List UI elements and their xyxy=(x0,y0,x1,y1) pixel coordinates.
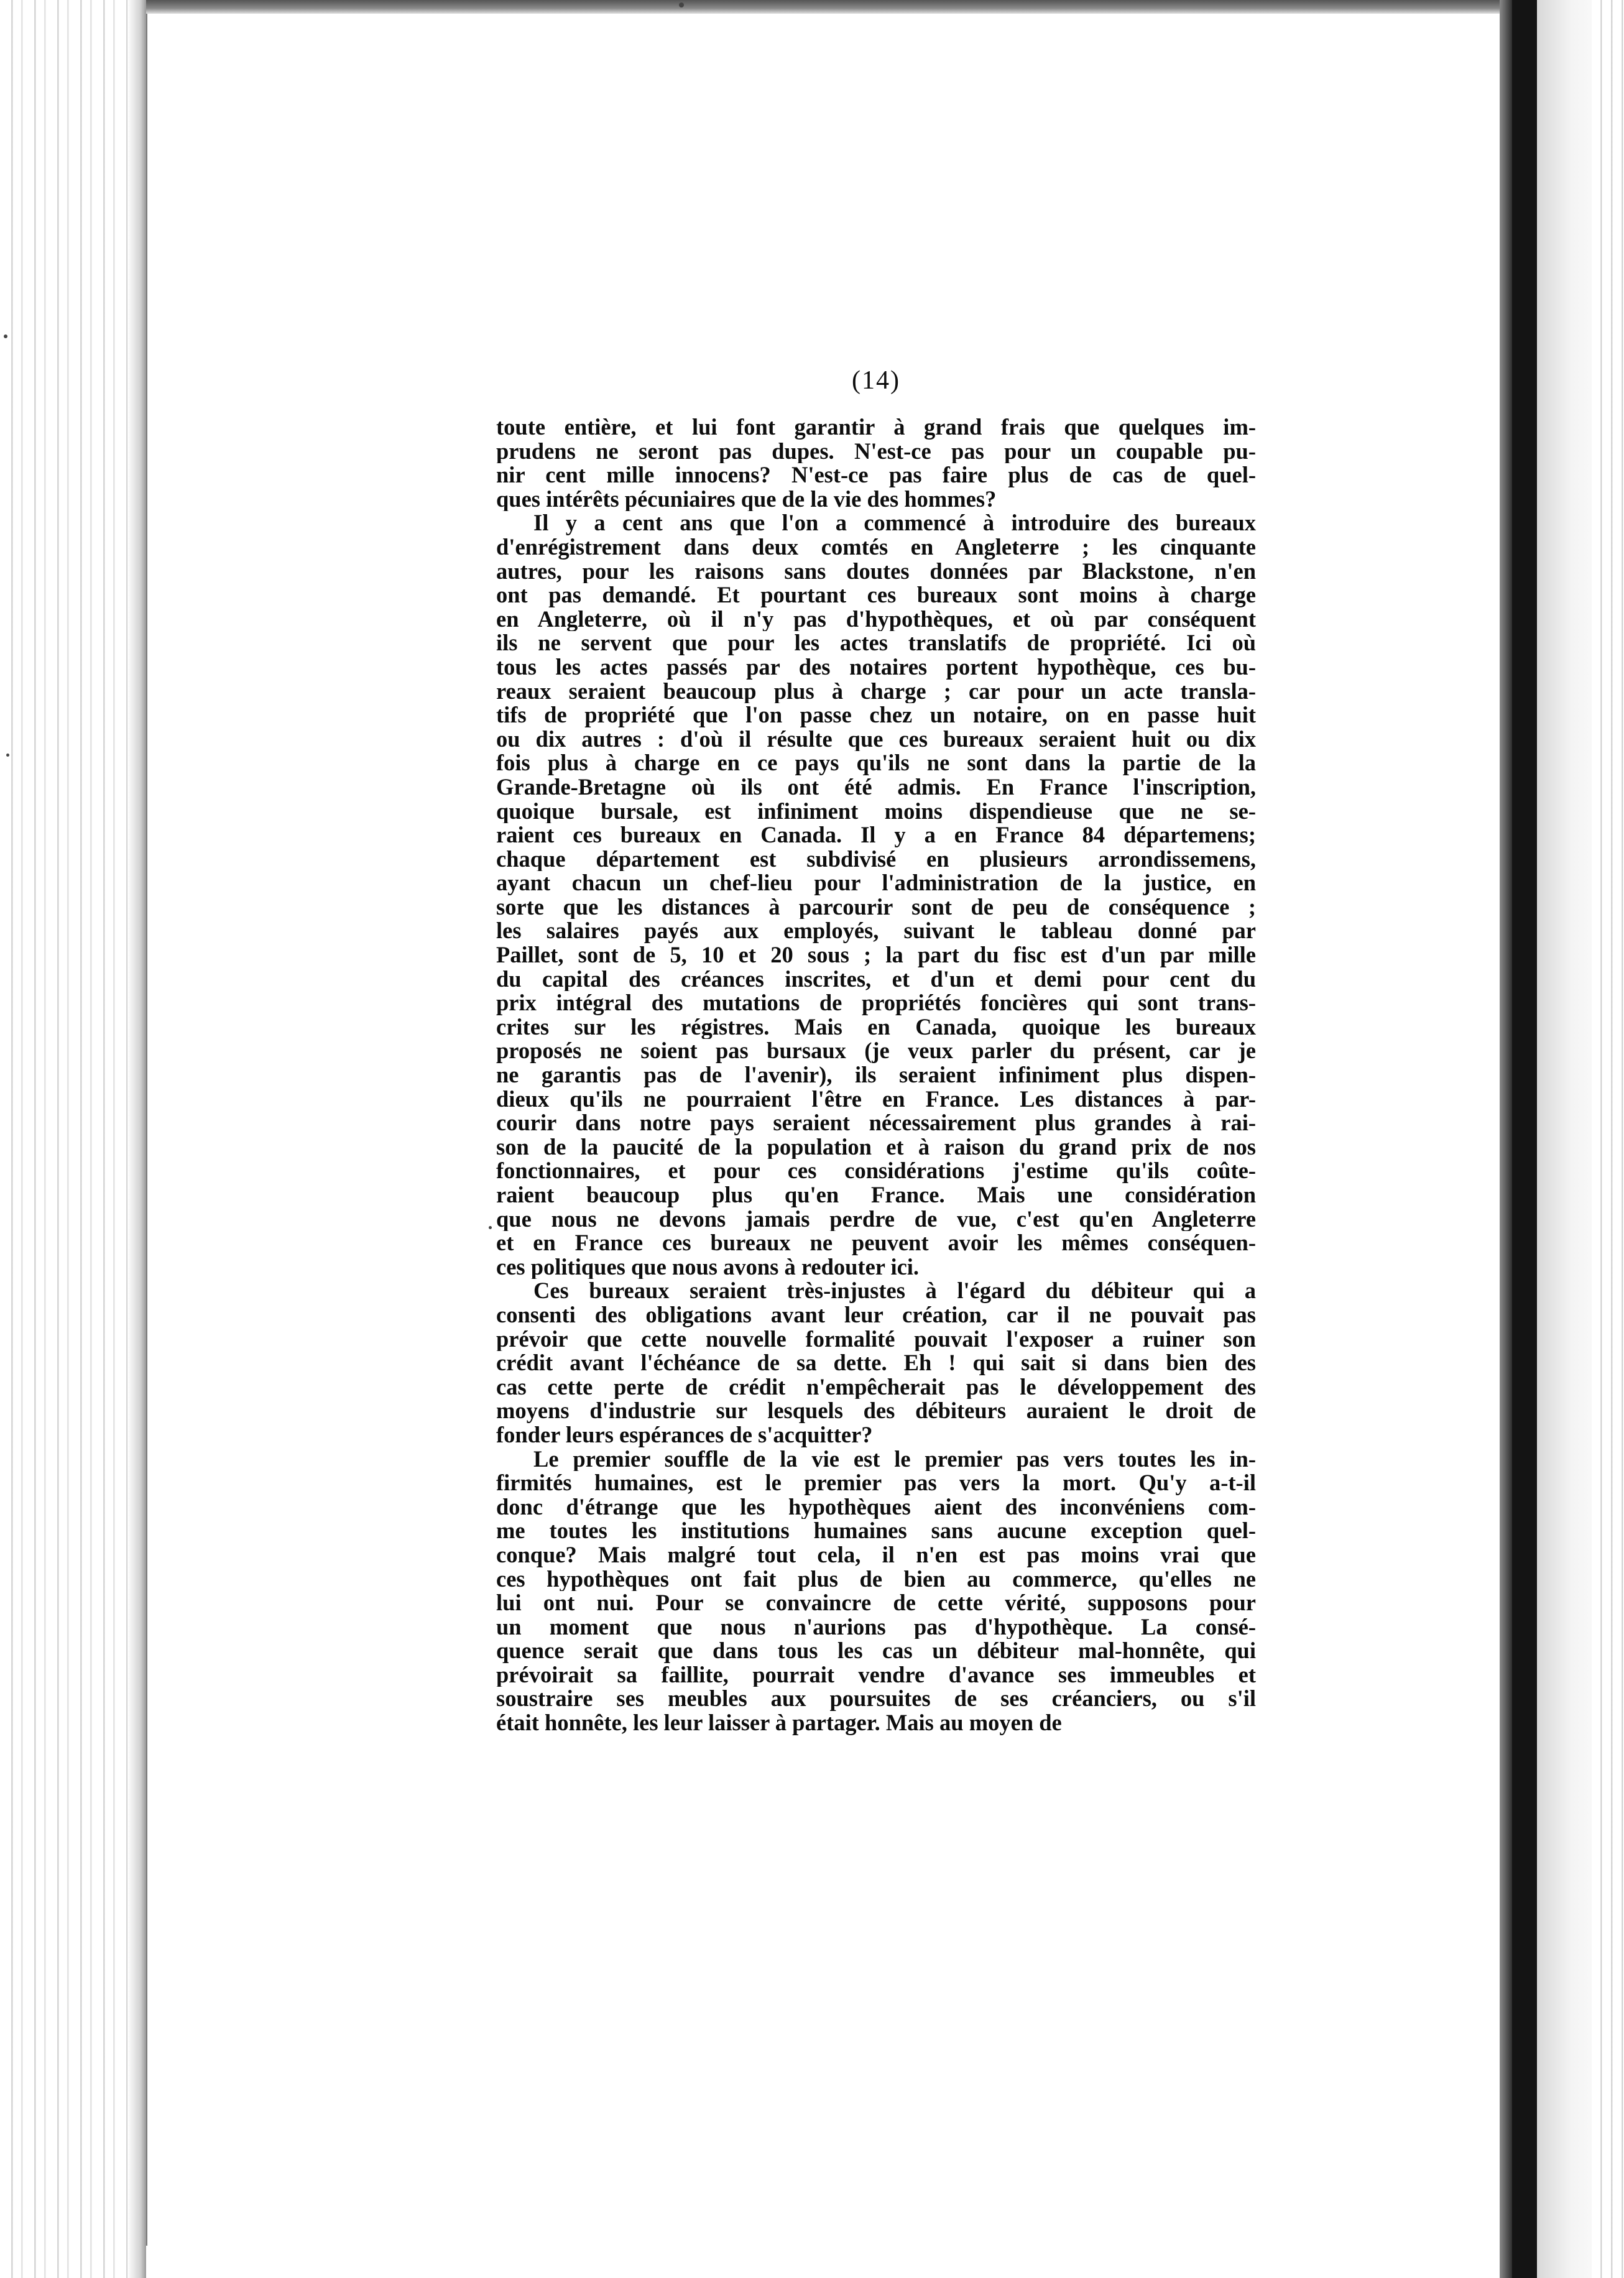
text-line: les salaires payés aux employés, suivant le tableau donné par xyxy=(496,919,1256,944)
text-line: Grande-Bretagne où ils ont été admis. En France l'inscription, xyxy=(496,775,1256,800)
book-binding-shadow xyxy=(127,0,146,2278)
scan-speck xyxy=(489,1226,492,1229)
paragraph xyxy=(496,1447,1256,1735)
text-line: raient ces bureaux en Canada. Il y a en France 84 départemens; xyxy=(496,823,1256,847)
page-number: (14) xyxy=(852,366,900,395)
text-line: du capital des créances inscrites, et d'un et demi pour cent du xyxy=(496,967,1256,992)
text-line: en Angleterre, où il n'y pas d'hypothèques, et où par conséquent xyxy=(496,607,1256,632)
gutter-shadow xyxy=(1500,0,1512,2278)
text-line: Ces bureaux seraient très-injustes à l'égard du débiteur qui a xyxy=(533,1279,1256,1303)
scan-speck xyxy=(679,2,684,7)
text-line: un moment que nous n'aurions pas d'hypothèque. La consé- xyxy=(496,1615,1256,1639)
text-line: consenti des obligations avant leur création, car il ne pouvait pas xyxy=(496,1303,1256,1327)
paragraph xyxy=(496,511,1256,1279)
text-line: prévoirait sa faillite, pourrait vendre d'avance ses immeubles et xyxy=(496,1662,1256,1687)
text-line: d'enrégistrement dans deux comtés en Angleterre ; les cinquante xyxy=(496,535,1256,560)
text-line: autres, pour les raisons sans doutes données par Blackstone, n'en xyxy=(496,559,1256,584)
text-line: nir cent mille innocens? N'est-ce pas faire plus de cas de quel- xyxy=(496,463,1256,487)
text-line: me toutes les institutions humaines sans aucune exception quel- xyxy=(496,1519,1256,1543)
text-line: son de la paucité de la population et à raison du grand prix de nos xyxy=(496,1135,1256,1160)
text-line: ques intérêts pécuniaires que de la vie des hommes? xyxy=(496,487,997,512)
text-line: crites sur les régistres. Mais en Canada, quoique les bureaux xyxy=(496,1015,1256,1040)
text-line: tous les actes passés par des notaires portent hypothèque, ces bu- xyxy=(496,655,1256,680)
text-line: ne garantis pas de l'avenir), ils seraient infiniment plus dispen- xyxy=(496,1063,1256,1087)
text-line: fonctionnaires, et pour ces considérations j'estime qu'ils coûte- xyxy=(496,1159,1256,1183)
text-line: lui ont nui. Pour se convaincre de cette vérité, supposons pour xyxy=(496,1591,1256,1615)
text-line: tifs de propriété que l'on passe chez un notaire, on en passe huit xyxy=(496,703,1256,727)
text-line: quence serait que dans tous les cas un débiteur mal-honnête, qui xyxy=(496,1639,1256,1663)
paragraph xyxy=(496,415,1256,511)
text-line: prudens ne seront pas dupes. N'est-ce pas pour un coupable pu- xyxy=(496,439,1256,464)
text-line: Le premier souffle de la vie est le premier pas vers toutes les in- xyxy=(533,1447,1256,1472)
text-line: chaque département est subdivisé en plusieurs arrondissemens, xyxy=(496,847,1256,872)
body-text xyxy=(496,415,1256,1735)
scan-top-frame xyxy=(0,0,1624,14)
text-line: toute entière, et lui font garantir à grand frais que quelques im- xyxy=(496,415,1256,440)
text-line: ces hypothèques ont fait plus de bien au commerce, qu'elles ne xyxy=(496,1567,1256,1592)
printed-text-block xyxy=(496,367,1256,1735)
text-line: Il y a cent ans que l'on a commencé à introduire des bureaux xyxy=(533,511,1256,535)
book-page-edges-left xyxy=(0,0,146,2278)
text-line: ils ne servent que pour les actes translatifs de propriété. Ici où xyxy=(496,631,1256,655)
adjacent-page-edges xyxy=(1592,0,1624,2278)
text-line: était honnête, les leur laisser à partager. Mais au moyen de xyxy=(496,1711,1062,1735)
text-line: fonder leurs espérances de s'acquitter? xyxy=(496,1423,873,1447)
text-line: ces politiques que nous avons à redouter ici. xyxy=(496,1255,920,1280)
text-line: proposés ne soient pas bursaux (je veux parler du présent, car je xyxy=(496,1039,1256,1064)
scan-speck xyxy=(6,754,9,757)
text-line: sorte que les distances à parcourir sont de peu de conséquence ; xyxy=(496,895,1256,920)
text-line: ayant chacun un chef-lieu pour l'administration de la justice, en xyxy=(496,871,1256,895)
text-line: firmités humaines, est le premier pas vers la mort. Qu'y a-t-il xyxy=(496,1471,1256,1495)
text-line: reaux seraient beaucoup plus à charge ; car pour un acte transla- xyxy=(496,679,1256,704)
text-line: raient beaucoup plus qu'en France. Mais une considération xyxy=(496,1183,1256,1207)
text-line: prévoir que cette nouvelle formalité pouvait l'exposer a ruiner son xyxy=(496,1327,1256,1352)
text-line: courir dans notre pays seraient nécessairement plus grandes à rai- xyxy=(496,1111,1256,1135)
text-line: cas cette perte de crédit n'empêcherait pas le développement des xyxy=(496,1375,1256,1400)
text-line: moyens d'industrie sur lesquels des débiteurs auraient le droit de xyxy=(496,1399,1256,1423)
text-line: ou dix autres : d'où il résulte que ces bureaux seraient huit ou dix xyxy=(496,727,1256,752)
text-line: donc d'étrange que les hypothèques aient des inconvéniens com- xyxy=(496,1495,1256,1519)
text-line: fois plus à charge en ce pays qu'ils ne sont dans la partie de la xyxy=(496,751,1256,775)
text-line: quoique bursale, est infiniment moins dispendieuse que ne se- xyxy=(496,799,1256,824)
text-line: prix intégral des mutations de propriétés foncières qui sont trans- xyxy=(496,991,1256,1015)
gutter-dark-band xyxy=(1512,0,1537,2278)
paragraph xyxy=(496,1279,1256,1447)
text-line: conque? Mais malgré tout cela, il n'en est pas moins vrai que xyxy=(496,1542,1256,1567)
text-line: dieux qu'ils ne pourraient l'être en France. Les distances à par- xyxy=(496,1087,1256,1112)
text-line: crédit avant l'échéance de sa dette. Eh ! qui sait si dans bien des xyxy=(496,1351,1256,1375)
text-line: soustraire ses meubles aux poursuites de ses créanciers, ou s'il xyxy=(496,1687,1256,1712)
text-line: ont pas demandé. Et pourtant ces bureaux sont moins à charge xyxy=(496,583,1256,607)
text-line: que nous ne devons jamais perdre de vue, c'est qu'en Angleterre xyxy=(496,1207,1256,1232)
text-line: et en France ces bureaux ne peuvent avoir les mêmes conséquen- xyxy=(496,1231,1256,1255)
text-line: Paillet, sont de 5, 10 et 20 sous ; la part du fisc est d'un par mille xyxy=(496,943,1256,967)
scan-speck xyxy=(4,334,7,338)
